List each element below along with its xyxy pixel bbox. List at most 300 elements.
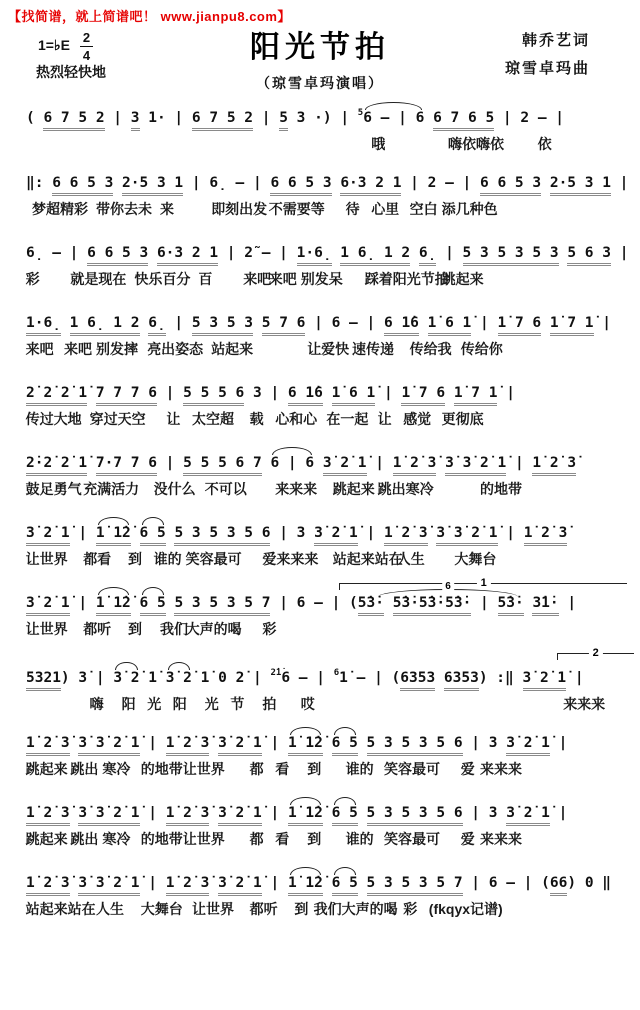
beamed-note-group: 6 1̇6 bbox=[384, 314, 419, 336]
lyric-chunk: 鼓足勇气 bbox=[25, 481, 82, 497]
note-text: | bbox=[253, 110, 280, 126]
lyric-chunk: 来来来 bbox=[563, 696, 606, 712]
note-text: ‖: bbox=[26, 175, 53, 191]
beamed-note-group: 6 6 5 3 bbox=[480, 174, 541, 196]
note-text: | 3 bbox=[270, 525, 315, 541]
slur-group: 6 5 bbox=[332, 804, 358, 826]
lyric-chunk: 让 bbox=[166, 411, 181, 427]
grace-note: 2̇1̇ bbox=[270, 668, 282, 678]
lyrics-row bbox=[0, 549, 640, 571]
lyric-chunk: 大舞台 bbox=[454, 551, 497, 567]
notes-row bbox=[0, 232, 640, 266]
note-text: | bbox=[497, 385, 515, 401]
score-line-1 bbox=[0, 92, 640, 162]
note-text: ) 0 ‖ bbox=[567, 875, 612, 891]
beamed-note-group: 5 bbox=[279, 109, 288, 131]
lyrics-row bbox=[0, 269, 640, 291]
beamed-note-group: 5 3 5 3 bbox=[192, 314, 253, 336]
note-text: | bbox=[436, 245, 463, 261]
note-text bbox=[428, 524, 437, 542]
beamed-note-group: 3̇ 3̇ 2̇ 1̇ bbox=[78, 734, 139, 756]
lyric-chunk: 到 bbox=[128, 551, 142, 567]
beamed-note-group: 6·3 2 1 bbox=[157, 244, 218, 266]
beamed-note-group: 3̇ 2̇ 1̇ bbox=[314, 524, 358, 546]
performer-subtitle: （琼雪卓玛演唱） bbox=[256, 77, 384, 92]
slur-group: 6 5 bbox=[332, 734, 358, 756]
lyric-chunk: 快乐百分 bbox=[134, 271, 191, 287]
note-text: | 6 – | ( bbox=[270, 595, 358, 611]
score-line-12 bbox=[0, 862, 640, 932]
lyric-chunk: 爱 bbox=[460, 831, 475, 847]
beamed-note-group: 1̇ 2̇ 3̇ bbox=[524, 524, 568, 546]
beamed-note-group: 6353 bbox=[444, 669, 479, 691]
note-text bbox=[332, 174, 341, 192]
lyric-chunk: 我们大声的喝 bbox=[313, 901, 398, 917]
slur-group: 1̇ 1̇2̇ bbox=[96, 594, 131, 616]
note-text bbox=[131, 594, 140, 612]
beamed-note-group: 5 3 5 3 5 6 bbox=[174, 524, 270, 546]
note-text: | bbox=[566, 670, 584, 686]
lyric-chunk: 太空超 bbox=[192, 411, 234, 427]
beamed-note-group: 3̇ 2̇ 1̇ bbox=[506, 734, 550, 756]
note-text: | bbox=[156, 385, 184, 401]
lyric-chunk: 来来来 bbox=[275, 481, 318, 497]
lyric-chunk: 让世界 bbox=[25, 621, 68, 637]
note-text: | bbox=[558, 595, 577, 611]
site-watermark: 【找简谱，就上简谱吧！ www.jianpu8.com】 bbox=[8, 9, 291, 24]
beamed-note-group: 1̇ 7 6 bbox=[401, 384, 445, 406]
lyric-chunk: 都听 bbox=[83, 621, 112, 637]
note-text: 3 | bbox=[244, 385, 288, 401]
lyric-chunk: 寒冷 bbox=[102, 761, 131, 777]
lyric-chunk: 节 bbox=[230, 696, 245, 712]
lyric-chunk: 看 bbox=[275, 831, 290, 847]
note-text bbox=[445, 384, 454, 402]
beamed-note-group: 6 7 5 2 bbox=[43, 109, 104, 131]
score-line-10 bbox=[0, 722, 640, 792]
lyric-chunk: 跳出寒冷 bbox=[377, 481, 434, 497]
note-text: | 2 – | bbox=[494, 110, 565, 126]
note-text bbox=[323, 734, 332, 752]
lyric-chunk: 心和心 bbox=[275, 411, 318, 427]
tempo-marking: 热烈轻快地 bbox=[36, 66, 106, 81]
notes-row bbox=[0, 652, 640, 691]
lyrics-row bbox=[0, 619, 640, 641]
lyric-chunk: 的地带让世界 bbox=[140, 831, 225, 847]
note-text: | bbox=[549, 735, 568, 751]
meter-numerator: 2 bbox=[80, 30, 93, 47]
note-text bbox=[262, 454, 271, 472]
beamed-note-group: 6 6 5 3 bbox=[270, 174, 331, 196]
lyric-chunk: 带你去未 bbox=[96, 201, 152, 217]
note-text: | bbox=[497, 525, 524, 541]
beamed-note-group: 6̣ bbox=[419, 244, 436, 266]
beamed-note-group: 3̇ 2̇ 1̇ bbox=[26, 594, 70, 616]
beamed-note-group: 3̇ 2̇ 1̇ bbox=[218, 804, 262, 826]
beamed-note-group: 1̇ 2̇ 3̇ bbox=[26, 734, 70, 756]
lyric-chunk: 跳起来 bbox=[441, 271, 484, 287]
note-text: | bbox=[69, 525, 96, 541]
lyric-chunk: 别发呆 bbox=[300, 271, 343, 287]
lyric-chunk: 拍 bbox=[262, 696, 277, 712]
composer-credit: 琼雪卓玛曲 bbox=[504, 60, 590, 77]
note-text bbox=[424, 109, 433, 127]
note-text: | 2 – | bbox=[401, 175, 480, 191]
note-text: | 6 – | bbox=[305, 315, 384, 331]
note-text: | bbox=[139, 805, 166, 821]
beamed-note-group: 5 5 5 6 7 bbox=[183, 454, 262, 476]
score bbox=[0, 92, 640, 932]
score-line-4 bbox=[0, 302, 640, 372]
note-text bbox=[209, 804, 218, 822]
note-text: | bbox=[261, 875, 288, 891]
note-text bbox=[559, 244, 568, 262]
lyric-chunk: 笑容最可 bbox=[384, 761, 440, 777]
note-text: | bbox=[69, 595, 96, 611]
lyric-chunk: 阳 bbox=[121, 696, 136, 712]
note-text: | bbox=[471, 315, 498, 331]
note-text: | bbox=[610, 245, 629, 261]
note-text bbox=[436, 454, 445, 472]
note-text: 6̣ – | bbox=[26, 245, 88, 261]
beamed-note-group: 1̇ 2̇ 3̇ bbox=[166, 804, 210, 826]
note-text bbox=[358, 804, 367, 822]
lyric-chunk: 都 bbox=[249, 761, 264, 777]
lyric-chunk: 踩着阳光节拍 bbox=[364, 271, 449, 287]
beamed-note-group: 1̇ 2̇ 3̇ bbox=[26, 874, 70, 896]
lyric-chunk: 笑容最可 bbox=[384, 831, 440, 847]
note-text bbox=[70, 874, 79, 892]
lyric-chunk: 站起来 bbox=[211, 341, 254, 357]
note-text: | bbox=[549, 805, 568, 821]
beamed-note-group: 5̇3̇· bbox=[498, 594, 524, 616]
beamed-note-group: 1̇ 2̇ 3̇ bbox=[26, 804, 70, 826]
beamed-note-group: 6 1̇6 bbox=[288, 384, 323, 406]
note-text bbox=[358, 734, 367, 752]
credits bbox=[505, 28, 590, 84]
grace-note: 5 bbox=[357, 108, 364, 118]
note-text bbox=[541, 314, 550, 332]
note-text: 6 – | bbox=[281, 670, 334, 686]
lyric-chunk: 谁的 bbox=[153, 551, 182, 567]
header bbox=[0, 22, 640, 92]
note-text bbox=[541, 174, 550, 192]
note-text: | 2̃ – | bbox=[218, 245, 297, 261]
beamed-note-group: 2·5 3 1 bbox=[122, 174, 183, 196]
lyric-chunk: 跳起来 bbox=[25, 831, 68, 847]
note-text: ( bbox=[26, 110, 44, 126]
lyric-chunk: 跳起来 bbox=[25, 761, 68, 777]
lyric-chunk: 梦超精彩 bbox=[32, 201, 88, 217]
notes-row bbox=[0, 442, 640, 476]
song-title: 阳光节拍 bbox=[250, 31, 390, 64]
lyric-chunk: 心里 bbox=[371, 201, 400, 217]
slur-group: 1̇ 1̇2̇ bbox=[288, 804, 323, 826]
beamed-note-group: 3̇ 2̇ 1̇ bbox=[218, 874, 262, 896]
slur-group: 6 5 bbox=[140, 524, 166, 546]
lyric-chunk: 都 bbox=[249, 831, 264, 847]
note-text bbox=[113, 174, 122, 192]
lyric-chunk: 光 bbox=[204, 696, 219, 712]
note-text: | bbox=[104, 110, 131, 126]
lyric-chunk: 感觉 bbox=[403, 411, 432, 427]
slur-group: 1̇ 1̇2̇ bbox=[288, 874, 323, 896]
note-text: 1̇ 0 2̇ | bbox=[191, 670, 271, 686]
lyric-chunk: 来 bbox=[160, 201, 174, 217]
beamed-note-group: 6 6 5 3 bbox=[52, 174, 113, 196]
score-line-11 bbox=[0, 792, 640, 862]
slur-group: 6 – | 6 bbox=[363, 110, 425, 126]
slur-group: 1̇ 1̇2̇ bbox=[288, 734, 323, 756]
note-text bbox=[323, 384, 332, 402]
key-text: 1=♭E bbox=[38, 37, 70, 54]
beamed-note-group: 1·6̣ bbox=[297, 244, 332, 266]
notes-row bbox=[0, 92, 640, 131]
beamed-note-group: 6 7 6 5 bbox=[433, 109, 494, 131]
lyric-chunk: 让 bbox=[377, 411, 392, 427]
beamed-note-group: 3 bbox=[131, 109, 140, 131]
beamed-note-group: 1̇ 6 1̇ bbox=[332, 384, 376, 406]
note-text bbox=[314, 454, 323, 472]
score-line-6 bbox=[0, 442, 640, 512]
beamed-note-group: 1̇ 7 6 bbox=[498, 314, 542, 336]
note-text bbox=[166, 524, 175, 542]
beamed-note-group: 7·7 7 6 bbox=[96, 454, 157, 476]
lyric-chunk: 来吧 bbox=[64, 341, 92, 357]
beamed-note-group: 1̇ 6 1̇ bbox=[428, 314, 472, 336]
lyrics-row bbox=[0, 899, 640, 921]
lyric-chunk: 在一起 bbox=[326, 411, 369, 427]
lyric-chunk: 跳出 bbox=[70, 761, 99, 777]
beamed-note-group: 2·5 3 1 bbox=[550, 174, 611, 196]
note-text bbox=[332, 244, 341, 262]
slur-group: 6 5 bbox=[332, 874, 358, 896]
note-text bbox=[140, 314, 149, 332]
lyric-chunk: 笑容最可 bbox=[185, 551, 242, 567]
lyric-chunk: 到 bbox=[294, 901, 309, 917]
beamed-note-group: 1̇ 2̇ 3̇ bbox=[393, 454, 437, 476]
lyric-chunk: 充满活力 bbox=[83, 481, 140, 497]
note-text: | bbox=[506, 455, 533, 471]
note-text bbox=[209, 734, 218, 752]
note-text bbox=[323, 804, 332, 822]
beamed-note-group: 3̇ 3̇ 2̇ 1̇ bbox=[436, 524, 497, 546]
notes-row bbox=[0, 162, 640, 196]
notes-row bbox=[0, 862, 640, 896]
lyric-chunk: 的地带 bbox=[480, 481, 522, 497]
lyric-chunk: 嗨依嗨依 bbox=[448, 136, 504, 152]
beamed-note-group: 1·6̣ bbox=[26, 314, 61, 336]
lyric-chunk: 彩 bbox=[262, 621, 277, 637]
note-text: | 6̣ – | bbox=[183, 175, 271, 191]
notes-row bbox=[0, 302, 640, 336]
lyric-chunk: 到 bbox=[128, 621, 142, 637]
notes-row bbox=[0, 792, 640, 826]
note-text: | 6 – | ( bbox=[462, 875, 550, 891]
lyric-chunk: 穿过天空 bbox=[89, 411, 146, 427]
beamed-note-group: 3̇1̇· bbox=[532, 594, 558, 616]
lyric-chunk: 让爱快 bbox=[307, 341, 350, 357]
score-line-2 bbox=[0, 162, 640, 232]
lyric-chunk: 不需要等 bbox=[268, 201, 325, 217]
note-text bbox=[87, 454, 96, 472]
beamed-note-group: 5 6 3 bbox=[567, 244, 611, 266]
ending-bracket-1 bbox=[339, 577, 627, 590]
note-text: | bbox=[471, 595, 498, 611]
note-text bbox=[131, 524, 140, 542]
beamed-note-group: 1̇ 2̇ 3̇ bbox=[166, 734, 210, 756]
lyric-chunk: 到 bbox=[307, 761, 322, 777]
slur-group: 3̇ 2̇ bbox=[165, 670, 192, 686]
note-text bbox=[435, 669, 444, 687]
ending-label: 2 bbox=[589, 647, 603, 659]
notes-row bbox=[0, 722, 640, 756]
meter-denominator: 4 bbox=[82, 48, 91, 63]
lyric-chunk: 速传递 bbox=[352, 341, 394, 357]
lyric-chunk: 跳起来 bbox=[332, 481, 375, 497]
lyric-chunk: 都看 bbox=[83, 551, 112, 567]
lyrics-row bbox=[0, 134, 640, 156]
beamed-note-group: 1̇ 7 1̇ bbox=[550, 314, 594, 336]
lyric-chunk: 谁的 bbox=[345, 831, 374, 847]
beamed-note-group: 6353 bbox=[400, 669, 435, 691]
lyric-chunk: 待 bbox=[345, 201, 360, 217]
ending-label: 1 bbox=[477, 577, 491, 589]
lyric-chunk: 依 bbox=[537, 136, 552, 152]
lyric-chunk: 更彻底 bbox=[441, 411, 484, 427]
slur-group: 6 5 bbox=[140, 594, 166, 616]
lyric-chunk: 让世界 bbox=[25, 551, 68, 567]
score-line-3 bbox=[0, 232, 640, 302]
lyric-chunk: 人生 bbox=[96, 901, 124, 917]
lyric-chunk: 没什么 bbox=[153, 481, 196, 497]
beamed-note-group: 5̇3̇·5̇3̇·5̇3̇· bbox=[393, 594, 472, 616]
beamed-note-group: 3̇ 3̇ 2̇ 1̇ bbox=[78, 874, 139, 896]
lyric-chunk: 大声的喝 bbox=[185, 621, 242, 637]
lyric-chunk: 传给你 bbox=[460, 341, 503, 357]
lyric-chunk: 站起来站在 bbox=[332, 551, 403, 567]
lyric-chunk: 来吧 bbox=[268, 271, 297, 287]
beamed-note-group: 1̇ 7 1̇ bbox=[454, 384, 498, 406]
lyrics-row bbox=[0, 829, 640, 851]
note-text bbox=[253, 314, 262, 332]
beamed-note-group: 66 bbox=[550, 874, 567, 896]
lyric-chunk: 来来来 bbox=[480, 831, 522, 847]
beamed-note-group: 1̇ 2̇ 3̇ bbox=[166, 874, 210, 896]
lyric-chunk: 光 bbox=[147, 696, 162, 712]
slur-group: 1̇ 1̇2̇ bbox=[96, 524, 131, 546]
lyric-chunk: 跳出 bbox=[70, 831, 99, 847]
lyrics-row bbox=[0, 479, 640, 501]
beamed-note-group: 3̇ 2̇ 1̇ bbox=[523, 669, 567, 691]
notes-row bbox=[0, 512, 640, 546]
lyric-chunk: 都听 bbox=[249, 901, 278, 917]
note-text: ) :‖ bbox=[478, 670, 523, 686]
lyric-chunk: 空白 bbox=[409, 201, 438, 217]
beamed-note-group: 2̇ 2̇ 2̇ 1̇ bbox=[26, 384, 87, 406]
lyric-chunk: 站起来站在 bbox=[25, 901, 96, 917]
lyric-chunk: 传给我 bbox=[409, 341, 452, 357]
beamed-note-group: 5 3 5 3 5 6 bbox=[367, 734, 463, 756]
note-text: | bbox=[156, 455, 184, 471]
beamed-note-group: 1̇ 2̇ 3̇ bbox=[532, 454, 576, 476]
note-text bbox=[166, 594, 175, 612]
note-text: | bbox=[375, 385, 402, 401]
lyric-chunk: 来来来 bbox=[480, 761, 522, 777]
note-text: | bbox=[593, 315, 612, 331]
beamed-note-group: 6·3 2 1 bbox=[340, 174, 401, 196]
lyric-chunk: 谁的 bbox=[345, 761, 374, 777]
lyric-chunk: 我们 bbox=[160, 621, 188, 637]
beamed-note-group: 6 7 5 2 bbox=[192, 109, 253, 131]
beamed-note-group: 7 7 7 6 bbox=[96, 384, 157, 406]
lyric-chunk: 传过大地 bbox=[25, 411, 82, 427]
note-text: ) 3̇ | bbox=[60, 670, 114, 686]
lyric-chunk: 就是现在 bbox=[70, 271, 127, 287]
lyric-chunk: 别发摔 bbox=[96, 341, 138, 357]
lyric-chunk: (fkqyx记谱) bbox=[428, 901, 503, 917]
beamed-note-group: 5̇3̇· bbox=[358, 594, 384, 616]
ending-label: 6 bbox=[442, 581, 454, 592]
lyric-chunk: 来吧 bbox=[25, 341, 54, 357]
lyric-chunk: 哎 bbox=[300, 696, 315, 712]
beamed-note-group: 3̇ 2̇ 1̇ bbox=[506, 804, 550, 826]
lyric-chunk: 阳 bbox=[172, 696, 187, 712]
score-line-9 bbox=[0, 647, 640, 722]
note-text bbox=[70, 804, 79, 822]
lyric-chunk: 来吧 bbox=[243, 271, 272, 287]
lyrics-row bbox=[0, 339, 640, 361]
beamed-note-group: 5 5 5 6 bbox=[183, 384, 244, 406]
note-text bbox=[323, 874, 332, 892]
note-text bbox=[419, 314, 428, 332]
note-text bbox=[61, 314, 70, 332]
lyric-chunk: 让世界 bbox=[192, 901, 234, 917]
lyric-chunk: 哦 bbox=[371, 136, 386, 152]
note-text bbox=[524, 594, 533, 612]
beamed-note-group: 3̇ 3̇ 2̇ 1̇ bbox=[78, 804, 139, 826]
beamed-note-group: 6 6 5 3 bbox=[87, 244, 148, 266]
beamed-note-group: 1̇ 2̇ 3̇ bbox=[384, 524, 428, 546]
beamed-note-group: 3̇ 2̇ 1̇ bbox=[26, 524, 70, 546]
lyric-chunk: 人生 bbox=[396, 551, 425, 567]
lyric-chunk: 爱来来来 bbox=[262, 551, 319, 567]
beamed-note-group: 3̇ 2̇ 1̇ bbox=[323, 454, 367, 476]
lyric-chunk: 添几种色 bbox=[441, 201, 498, 217]
note-text: | bbox=[261, 735, 288, 751]
lyric-chunk: 的地带让世界 bbox=[140, 761, 225, 777]
note-text: | bbox=[261, 805, 288, 821]
note-text: | bbox=[366, 455, 393, 471]
note-text: | bbox=[139, 875, 166, 891]
lyrics-row bbox=[0, 759, 640, 781]
beamed-note-group: 3̇ 2̇ 1̇ bbox=[218, 734, 262, 756]
lyric-chunk: 大舞台 bbox=[140, 901, 183, 917]
note-text: | bbox=[165, 315, 192, 331]
beamed-note-group: 5 3 5 3 5 7 bbox=[174, 594, 270, 616]
slur-group: 6 | 6 bbox=[270, 455, 315, 471]
lyric-chunk: 不可以 bbox=[204, 481, 247, 497]
beamed-note-group: 6̣ bbox=[148, 314, 165, 336]
lyric-chunk: 看 bbox=[275, 761, 290, 777]
lyric-chunk: 彩 bbox=[25, 271, 40, 287]
lyrics-row bbox=[0, 694, 640, 716]
beamed-note-group: 5 3 5 3 5 6 bbox=[367, 804, 463, 826]
note-text bbox=[148, 244, 157, 262]
lyric-chunk: 百 bbox=[198, 271, 213, 287]
note-text bbox=[70, 734, 79, 752]
beamed-note-group: 3̇ 3̇ 2̇ 1̇ bbox=[445, 454, 506, 476]
